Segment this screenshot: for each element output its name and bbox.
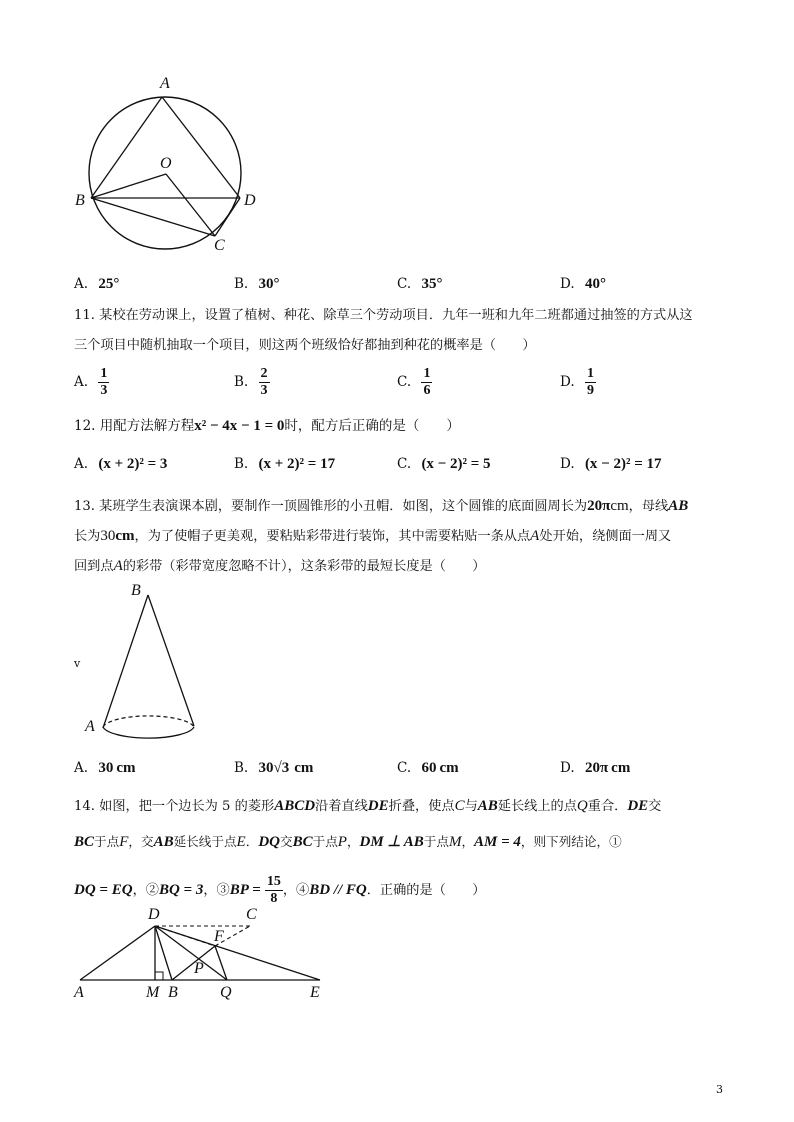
text: ，交	[128, 834, 154, 849]
text: 与	[464, 799, 478, 814]
denominator: 6	[423, 383, 431, 398]
math: DE	[627, 798, 649, 814]
math: P	[337, 834, 347, 850]
math: 30	[100, 528, 116, 544]
math: AM = 4	[474, 834, 521, 850]
math: BP =	[229, 882, 261, 898]
math: AB	[668, 498, 689, 514]
option-letter: D.	[560, 456, 575, 472]
rhombus-label-q: Q	[220, 984, 232, 1001]
denominator: 8	[270, 891, 278, 906]
numerator: 1	[423, 366, 431, 381]
option-value: 40°	[584, 276, 606, 292]
option-value: 30°	[258, 276, 280, 292]
text: ，则下列结论，①	[520, 834, 622, 849]
option-value: 25°	[98, 276, 120, 292]
math: DM ⊥ AB	[359, 834, 424, 850]
cone-label-b: B	[131, 582, 141, 599]
q12-suffix: 时，配方后正确的是（ ）	[284, 418, 460, 434]
cone-label-a: A	[85, 718, 95, 735]
page-number: 3	[716, 1083, 723, 1096]
text: 延长线于点	[173, 834, 237, 849]
rhombus-label-b: B	[168, 984, 178, 1001]
option-letter: A.	[74, 760, 89, 776]
text: ，	[461, 834, 475, 849]
option-letter: B.	[234, 374, 249, 390]
option-value: 30	[98, 760, 114, 776]
text: ，②	[132, 883, 159, 898]
math: ABCD	[274, 798, 316, 814]
unit: cm	[115, 528, 135, 544]
text: 回到点	[74, 559, 114, 574]
option-letter: A.	[74, 276, 89, 292]
option-letter: A.	[74, 374, 89, 390]
option-unit: cm	[611, 760, 631, 776]
math: BC	[74, 834, 95, 850]
q12-prefix: 12. 用配方法解方程	[74, 418, 195, 434]
option-letter: D.	[560, 374, 575, 390]
numerator: 15	[266, 874, 281, 889]
text: ，母线	[628, 499, 669, 514]
label-o: O	[160, 155, 172, 172]
rhombus-label-m: M	[146, 984, 160, 1001]
text: 13. 某班学生表演课本剧，要制作一顶圆锥形的小丑帽．如图，这个圆锥的底面圆周长为	[74, 499, 588, 514]
text: ．正确的是（ ）	[366, 883, 486, 898]
math: BD // FQ	[309, 882, 367, 898]
option-expr: (x + 2)² = 3	[98, 456, 168, 472]
stray-mark: v	[74, 657, 81, 670]
label-c: C	[214, 237, 225, 254]
rhombus-label-d: D	[148, 906, 160, 923]
text: 于点	[312, 834, 338, 849]
option-letter: C.	[397, 276, 412, 292]
option-unit: cm	[116, 760, 136, 776]
option-letter: B.	[234, 760, 249, 776]
math: AB	[153, 834, 174, 850]
rhombus-label-c: C	[246, 906, 257, 923]
unit: cm	[610, 498, 629, 514]
math: DQ	[258, 834, 280, 850]
math: A	[113, 558, 123, 574]
text: 的彩带（彩带宽度忽略不计），这条彩带的最短长度是（ ）	[122, 559, 486, 574]
rhombus-label-e: E	[310, 984, 320, 1001]
text: 长为	[74, 529, 101, 544]
option-expr: (x − 2)² = 17	[584, 456, 662, 472]
rhombus-label-a: A	[74, 984, 84, 1001]
denominator: 3	[100, 383, 108, 398]
option-letter: A.	[74, 456, 89, 472]
rhombus-label-f: F	[214, 928, 224, 945]
text: ，③	[203, 883, 230, 898]
math: BQ = 3	[158, 882, 204, 898]
option-letter: C.	[397, 374, 412, 390]
text: 14. 如图，把一个边长为 5 的菱形	[74, 799, 275, 814]
denominator: 9	[586, 383, 594, 398]
text: ，	[346, 834, 360, 849]
option-value: 20π	[584, 760, 609, 776]
text: 沿着直线	[315, 799, 368, 814]
option-value: 30√3	[258, 760, 290, 776]
option-expr: (x − 2)² = 5	[421, 456, 491, 472]
rhombus-label-p: P	[194, 960, 204, 977]
text: 交	[279, 834, 293, 849]
denominator: 3	[260, 383, 268, 398]
text: 于点	[94, 834, 120, 849]
label-b: B	[75, 192, 85, 209]
math: 20π	[587, 498, 611, 514]
math: E	[236, 834, 246, 850]
math: AB	[477, 798, 498, 814]
text: 折叠，使点	[388, 799, 455, 814]
option-letter: C.	[397, 760, 412, 776]
option-letter: D.	[560, 760, 575, 776]
math: DQ = EQ	[74, 882, 133, 898]
q11-line-2: 三个项目中随机抽取一个项目，则这两个班级恰好都抽到种花的概率是（ ）	[74, 338, 536, 353]
math: Q	[576, 798, 588, 814]
math: BC	[292, 834, 313, 850]
q11-line-1: 11. 某校在劳动课上，设置了植树、种花、除草三个劳动项目．九年一班和九年二班都通过抽签的方式从这	[74, 308, 693, 323]
option-value: 60	[421, 760, 437, 776]
numerator: 2	[260, 366, 268, 381]
math: C	[454, 798, 465, 814]
label-a: A	[160, 75, 170, 92]
math: DE	[367, 798, 389, 814]
text: ．	[245, 834, 259, 849]
q12-equation: x² − 4x − 1 = 0	[194, 418, 285, 434]
math: A	[530, 528, 540, 544]
numerator: 1	[586, 366, 594, 381]
text: 处开始，绕侧面一周又	[539, 529, 672, 544]
label-d: D	[244, 192, 256, 209]
text: 重合．	[587, 799, 628, 814]
option-letter: C.	[397, 456, 412, 472]
option-letter: B.	[234, 276, 249, 292]
text: 于点	[423, 834, 449, 849]
text: 延长线上的点	[497, 799, 577, 814]
option-letter: B.	[234, 456, 249, 472]
option-value: 35°	[421, 276, 443, 292]
option-unit: cm	[294, 760, 314, 776]
text: ，为了使帽子更美观，要粘贴彩带进行装饰，其中需要粘贴一条从点	[134, 529, 531, 544]
math: M	[448, 834, 462, 850]
text: ，④	[282, 883, 310, 898]
text: 交	[648, 799, 662, 814]
math: F	[119, 834, 129, 850]
numerator: 1	[100, 366, 108, 381]
option-letter: D.	[560, 276, 575, 292]
option-unit: cm	[439, 760, 459, 776]
option-expr: (x + 2)² = 17	[258, 456, 336, 472]
